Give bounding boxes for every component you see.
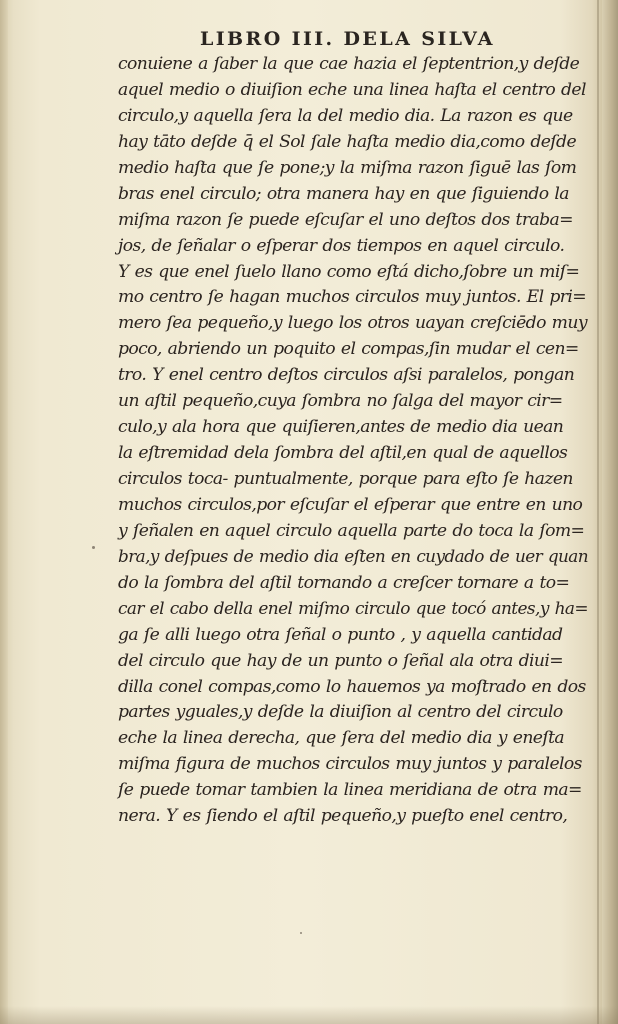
text-line: mo centro ſe hagan muchos circulos muy juntos. El pri= (118, 287, 587, 308)
text-line: la eſtremidad dela ſombra del aſtil,en qual de aquellos (118, 443, 568, 464)
body-text (118, 52, 588, 830)
text-line: del circulo que hay de un punto o ſeñal ala otra diui= (118, 650, 564, 671)
text-line: circulo,y aquella ſera la del medio dia. La razon es que (118, 105, 573, 126)
text-line: partes yguales,y deſde la diuiſion al centro del circulo (118, 702, 563, 723)
text-line: hay tāto deſde q̄ el Sol ſale haſta medio dia,como deſde (118, 131, 577, 152)
text-line: un aſtil pequeño,cuya ſombra no ſalga del mayor cir= (118, 391, 563, 412)
text-line: y ſeñalen en aquel circulo aquella parte do toca la ſom= (118, 520, 585, 541)
text-line: miſma figura de muchos circulos muy juntos y paralelos (118, 754, 582, 775)
text-line: jos, de ſeñalar o eſperar dos tiempos en aquel circulo. (118, 235, 565, 256)
text-line: dilla conel compas,como lo hauemos ya moſtrado en dos (118, 676, 586, 697)
text-line: mero ſea pequeño,y luego los otros uayan creſciēdo muy (118, 313, 587, 334)
right-page-edge (602, 0, 618, 1024)
text-line: muchos circulos,por eſcuſar el eſperar que entre en uno (118, 494, 583, 515)
text-line: medio haſta que ſe pone;y la miſma razon ſiguē las ſom (118, 157, 577, 178)
text-line: eche la linea derecha, que ſera del medio dia y eneſta (118, 728, 565, 749)
text-line: tro. Y enel centro deſtos circulos aſsi paralelos, pongan (118, 365, 575, 386)
text-line: ſe puede tomar tambien la linea meridiana de otra ma= (118, 780, 582, 801)
text-line: bra,y deſpues de medio dia eſten en cuydado de uer quan (118, 546, 589, 567)
text-line: culo,y ala hora que quiſieren,antes de medio dia uean (118, 417, 564, 438)
text-line: car el cabo della enel miſmo circulo que tocó antes,y ha= (118, 598, 588, 619)
ink-speck (300, 932, 302, 934)
ink-speck (92, 546, 95, 549)
text-line: Y es que enel ſuelo llano como eſtá dicho,ſobre un miſ= (118, 261, 580, 282)
text-line: poco, abriendo un poquito el compas,ſin mudar el cen= (118, 339, 579, 360)
text-line: miſma razon ſe puede eſcuſar el uno deſtos dos traba= (118, 209, 573, 230)
bottom-shadow (0, 1006, 618, 1024)
text-line: do la ſombra del aſtil tornando a creſcer tornare a to= (118, 572, 570, 593)
left-page-edge (0, 0, 8, 1024)
page-fold-line (597, 0, 599, 1024)
running-header: LIBRO III. DELA SILVA (200, 28, 495, 50)
text-line: conuiene a ſaber la que cae hazia el ſeptentrion,y deſde (118, 54, 580, 74)
text-line: nera. Y es ſiendo el aſtil pequeño,y pueſto enel centro, (118, 806, 568, 827)
text-line: ga ſe alli luego otra ſeñal o punto , y aquella cantidad (118, 624, 563, 645)
text-line: circulos toca- puntualmente, porque para eſto ſe hazen (118, 469, 573, 489)
text-line: bras enel circulo; otra manera hay en que ſiguiendo la (118, 183, 569, 204)
text-line: aquel medio o diuiſion eche una linea haſta el centro del (118, 79, 586, 100)
